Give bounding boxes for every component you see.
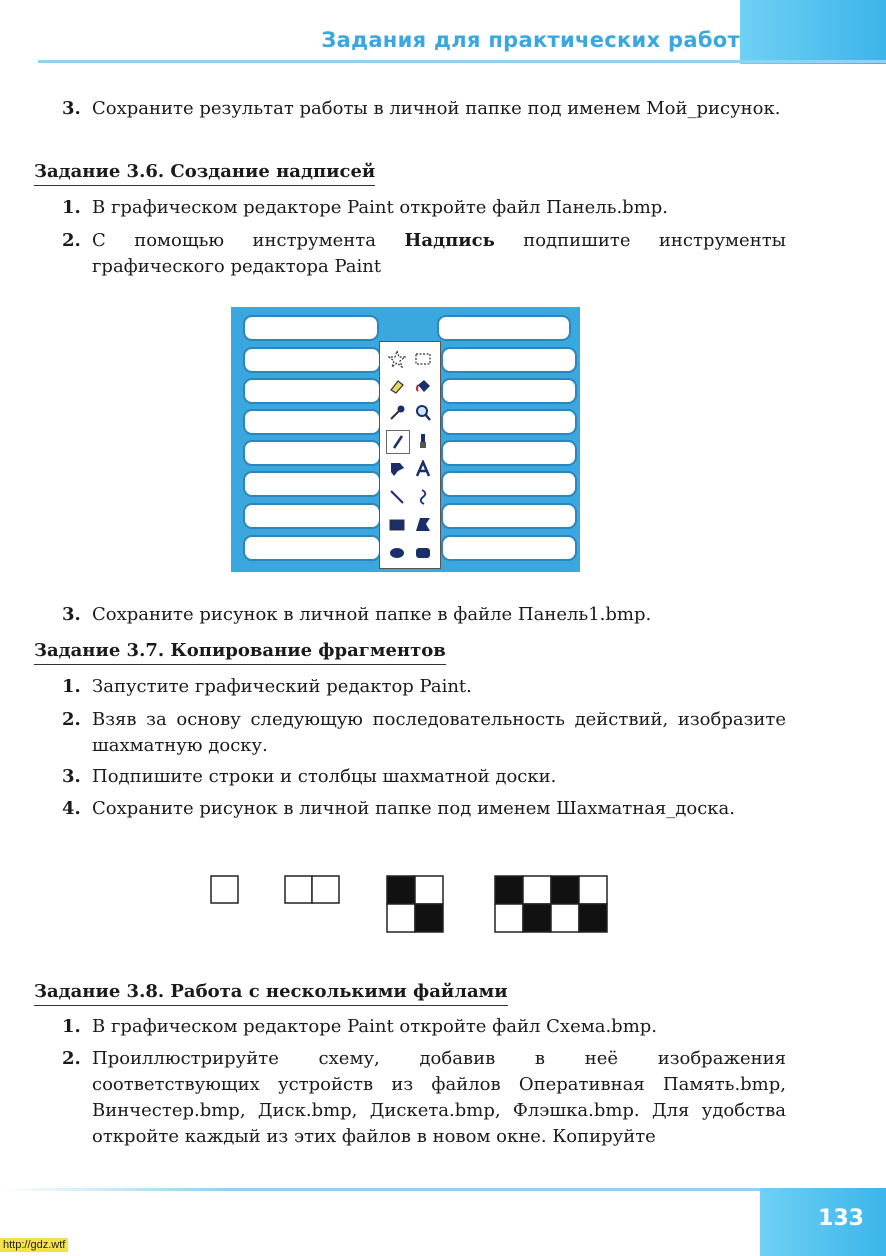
label-pill xyxy=(441,471,577,497)
free-select-icon xyxy=(386,348,408,370)
label-pill xyxy=(243,315,379,341)
intro-item: 3. Сохраните результат работы в личной папке под именем Мой_рисунок. xyxy=(62,98,781,119)
color-picker-icon xyxy=(386,402,408,424)
task-3-7-item-3: 3. Подпишите строки и столбцы шахматной доски. xyxy=(62,766,557,787)
page-number: 133 xyxy=(818,1206,864,1231)
page-number-tab xyxy=(760,1188,886,1256)
header-tab xyxy=(740,0,886,64)
rounded-rect-icon xyxy=(412,542,434,564)
task-3-6-item-1: 1. В графическом редакторе Paint откройте файл Панель.bmp. xyxy=(62,197,669,218)
task-3-7-item-4: 4. Сохраните рисунок в личной папке под именем Шахматная_доска. xyxy=(62,798,735,819)
step-1-square xyxy=(211,876,238,903)
fill-icon xyxy=(412,375,434,397)
task-3-7-item-2: 2. Взяв за основу следующую последовательность действий, изобразите шахматную доску. xyxy=(62,709,786,756)
paint-toolbox xyxy=(379,341,441,569)
brush-icon xyxy=(412,430,434,452)
footer-rule xyxy=(0,1188,760,1191)
polygon-icon xyxy=(412,514,434,536)
label-pill xyxy=(441,535,577,561)
page-header xyxy=(0,0,886,62)
paint-toolbox-figure xyxy=(231,307,580,572)
label-pill xyxy=(243,471,381,497)
header-rule xyxy=(38,60,886,63)
task-3-6-item-2: 2. С помощью инструмента Надпись подпишите инструменты графического редактора Paint xyxy=(62,230,786,277)
task-3-7-item-1: 1. Запустите графический редактор Paint. xyxy=(62,676,472,697)
label-pill xyxy=(243,347,381,373)
chessboard-steps-figure xyxy=(205,870,615,936)
task-3-8-item-1: 1. В графическом редакторе Paint откройте файл Схема.bmp. xyxy=(62,1016,658,1037)
task-3-8-title: Задание 3.8. Работа с несколькими файлами xyxy=(34,980,508,1006)
line-icon xyxy=(386,486,408,508)
label-pill xyxy=(243,440,381,466)
eraser-icon xyxy=(386,375,408,397)
pencil-icon xyxy=(386,430,410,454)
task-3-8-item-2: 2. Проиллюстрируйте схему, добавив в неё изображения соответствующих устройств из файлов Оперативная Память.bmp, Винчестер.bmp, Диск.bmp, Дискета.bmp, Флэшка.bmp. Для удобства откройте каждый из этих файлов в новом окне. Копируйте xyxy=(62,1048,786,1147)
label-pill xyxy=(243,378,381,404)
watermark-link[interactable]: http://gdz.wtf xyxy=(0,1238,68,1252)
task-3-7-title: Задание 3.7. Копирование фрагментов xyxy=(34,639,446,665)
label-pill xyxy=(441,378,577,404)
curve-icon xyxy=(412,486,434,508)
label-pill xyxy=(243,503,381,529)
step-4-2x4-board xyxy=(495,876,607,932)
label-pill xyxy=(441,347,577,373)
label-pill xyxy=(441,440,577,466)
rectangle-icon xyxy=(386,514,408,536)
step-3-2x2-board xyxy=(387,876,443,932)
label-pill xyxy=(441,503,577,529)
label-pill xyxy=(437,315,571,341)
task-3-6-title: Задание 3.6. Создание надписей xyxy=(34,160,375,186)
label-pill xyxy=(441,409,577,435)
ellipse-icon xyxy=(386,542,408,564)
magnifier-icon xyxy=(412,402,434,424)
text-icon xyxy=(412,458,434,480)
step-2-two-squares xyxy=(285,876,339,903)
section-title: Задания для практических работ xyxy=(321,28,740,52)
label-pill xyxy=(243,409,381,435)
rect-select-icon xyxy=(412,348,434,370)
label-pill xyxy=(243,535,381,561)
airbrush-icon xyxy=(386,458,408,480)
task-3-6-item-3: 3. Сохраните рисунок в личной папке в файле Панель1.bmp. xyxy=(62,604,652,625)
